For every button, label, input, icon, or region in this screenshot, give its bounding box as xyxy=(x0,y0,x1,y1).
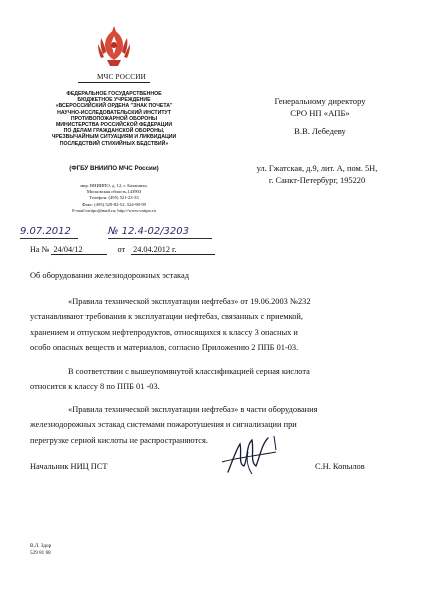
org-line: ФЕДЕРАЛЬНОЕ ГОСУДАРСТВЕННОЕ xyxy=(66,91,162,97)
organization-abbreviation: (ФГБУ ВНИИПО МЧС России) xyxy=(69,165,159,172)
signatory-name: С.Н. Копылов xyxy=(315,462,365,471)
address-line: мкр. ВНИИПО, д. 12, г. Балашиха, xyxy=(80,183,148,188)
address-line: E-mail:vniipo@mail.ru; http://www.vniipo.ru xyxy=(72,207,156,213)
org-line: БЮДЖЕТНОЕ УЧРЕЖДЕНИЕ xyxy=(77,97,151,104)
body-line: особо опасных веществ и материалов, согласно Приложению 2 ППБ 01-03. xyxy=(30,343,299,353)
signatory-position: Начальник НИЦ ПСТ xyxy=(30,462,108,471)
address-line: Телефон: (495) 521-23-33 xyxy=(89,195,139,201)
handwritten-registration xyxy=(20,226,220,240)
handwritten-signature-icon xyxy=(218,432,280,478)
org-line: НАУЧНО-ИССЛЕДОВАТЕЛЬСКИЙ ИНСТИТУТ xyxy=(57,109,171,116)
address-line: Факс: (495) 529-82-52, 524-98-99 xyxy=(82,201,146,207)
body-paragraph-3 xyxy=(30,402,386,448)
org-line: «ВСЕРОССИЙСКИЙ ОРДЕНА "ЗНАК ПОЧЕТА" xyxy=(55,103,173,110)
org-line: ПО ДЕЛАМ ГРАЖДАНСКОЙ ОБОРОНЫ, xyxy=(63,128,165,135)
org-line: ЧРЕЗВЫЧАЙНЫМ СИТУАЦИЯМ И ЛИКВИДАЦИИ xyxy=(51,134,177,141)
reference-number: 24/04/12 xyxy=(51,245,107,255)
addressee-address-line: ул. Гжатская, д.9, лит. А, пом. 5Н, xyxy=(256,164,378,173)
body-line: железнодорожных эстакад системами пожаротушения и сигнализации при xyxy=(30,420,297,430)
body-line: относится к классу 8 по ППБ 01 -03. xyxy=(30,382,160,392)
executor-info xyxy=(30,543,51,557)
org-line: ПРОТИВОПОЖАРНОЙ ОБОРОНЫ xyxy=(70,115,158,122)
title-underline xyxy=(78,82,150,83)
body-line: перегрузке серной кислоты не распространяются. xyxy=(30,435,208,445)
addressee-address xyxy=(232,163,402,186)
body-paragraph-1 xyxy=(30,294,386,356)
org-line: ПОСЛЕДСТВИЙ СТИХИЙНЫХ БЕДСТВИЙ» xyxy=(59,140,169,147)
address-line: Московская область,143903 xyxy=(86,189,142,195)
addressee-name: В.В. Лебедеву xyxy=(294,126,346,136)
reference-date: 24.04.2012 г. xyxy=(131,245,215,255)
org-line: МИНИСТЕРСТВА РОССИЙСКОЙ ФЕДЕРАЦИИ xyxy=(55,122,173,129)
reference-number-line xyxy=(30,245,215,255)
addressee-address-line: г. Санкт-Петербург, 195220 xyxy=(268,175,366,185)
body-line: «Правила технической эксплуатации нефтебаз» от 19.06.2003 №232 xyxy=(68,297,311,306)
letter-subject: Об оборудовании железнодорожных эстакад xyxy=(30,271,189,280)
body-line: В соответствии с вышеупомянутой классификацией серная кислота xyxy=(68,367,310,376)
hand-date-underline xyxy=(20,238,78,239)
emchs-emblem-icon xyxy=(97,24,131,68)
ministry-title: МЧС РОССИИ xyxy=(97,73,146,81)
date-prefix: от xyxy=(117,245,126,254)
body-line: хранением и отпуском нефтепродуктов, относящихся к классу 3 опасных и xyxy=(30,327,298,337)
organization-name xyxy=(24,91,204,147)
executor-name: В.Л. Здор xyxy=(30,543,52,549)
hand-number: № 12.4-02/3203 xyxy=(108,226,189,237)
body-paragraph-2 xyxy=(30,364,386,395)
number-prefix: На № xyxy=(30,245,50,254)
addressee xyxy=(245,95,395,137)
executor-phone: 529 81 68 xyxy=(30,550,51,556)
sender-address xyxy=(24,183,204,214)
hand-number-underline xyxy=(108,238,212,239)
body-line: «Правила технической эксплуатации нефтебаз» в части оборудования xyxy=(68,405,318,414)
hand-date: 9.07.2012 xyxy=(20,226,71,237)
body-line: устанавливают требования к эксплуатации нефтебаз, связанных с приемкой, xyxy=(30,312,304,322)
addressee-line: СРО НП «АПБ» xyxy=(290,108,350,118)
addressee-line: Генеральному директору xyxy=(274,96,366,106)
